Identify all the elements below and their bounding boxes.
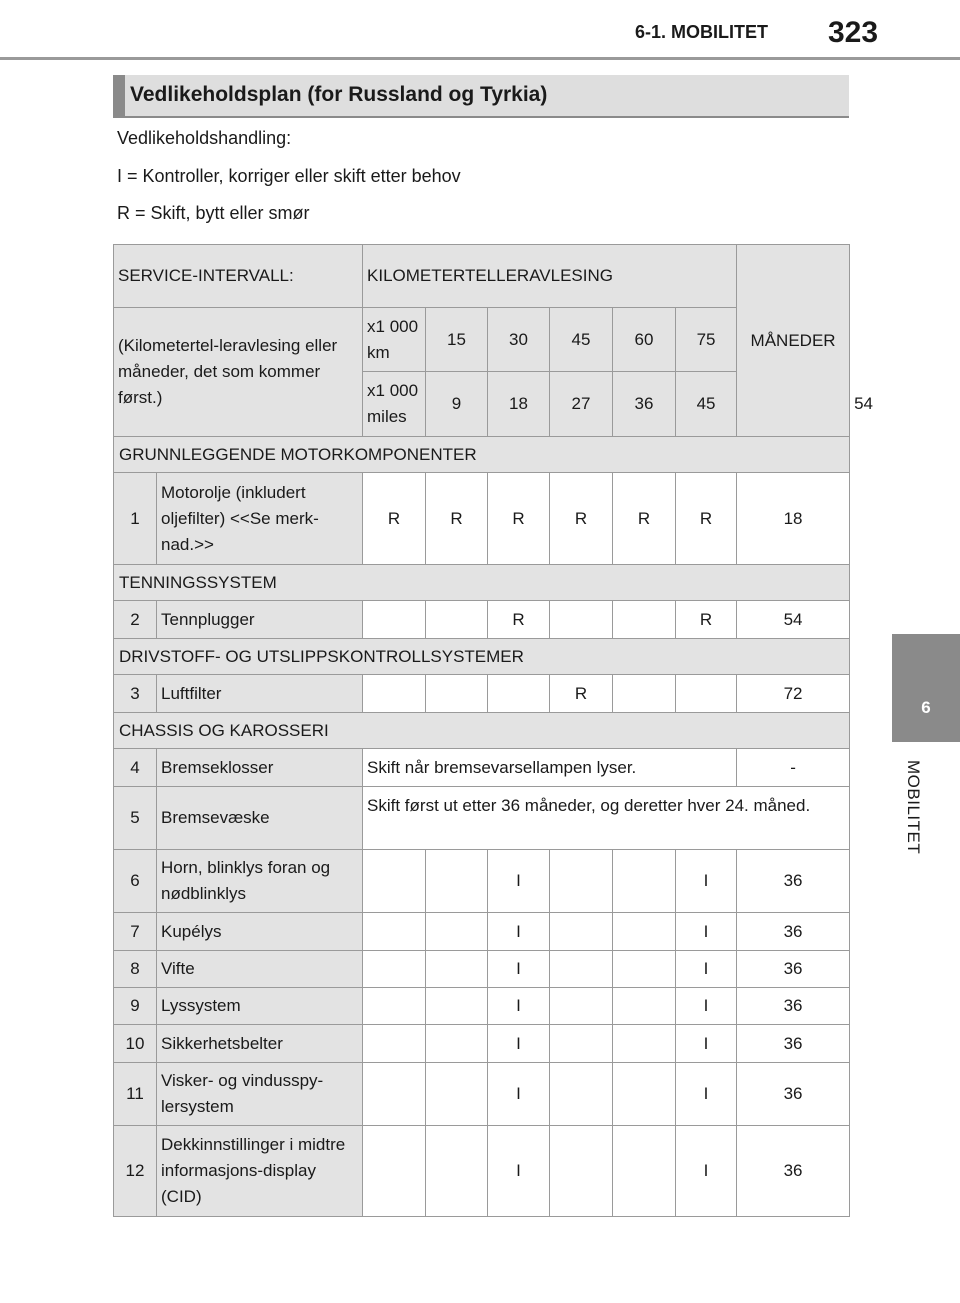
schedule-cell: [676, 675, 737, 713]
maintenance-schedule-table: SERVICE-INTERVALL: KILOMETERTELLERAVLESING MÅNEDER (Kilometertel-leravlesing eller måneder, det som kommer først.) x1 000 km 15 30 45 60 75 x1 000 miles 9 18 27 36 45 54 GRUNNLEGGENDE MOTORKOMPONENTER 1 Motorolje (inkludert oljefilter) <<Se merk-nad.>> R R R R R R 18 TENNINGSSYSTEM 2 Tennplugger R R 54 DRIVSTOFF- OG UTSLIPPSKONTROLLSYSTEMER 3 Luftfilter R 72 CHASSIS OG KAROSSERI 4 Bremseklosser Skift når bremsevarsellampen lyser. - 5 Bremsevæske Skift først ut etter 36 måneder, og deretter hver 24. måned. 6 Horn, blinklys foran og nødblinklys I I 36 7 Kupélys I I 36 8 Vifte I I 36 9 Lyssystem I I 36 10 Sikkerhetsbelter I I 36 11 Visker- og vindusspy-lersystem I I 36 12 Dekkinnstillinger i midtre informasjons-display (CID) I I 36: [113, 244, 850, 1217]
schedule-cell: [363, 951, 426, 988]
schedule-cell: R: [426, 473, 488, 565]
header-section-title: 6-1. MOBILITET: [635, 22, 769, 42]
months-cell: 36: [737, 951, 850, 988]
miles-value: 45: [676, 372, 737, 437]
months-cell: -: [737, 749, 850, 787]
schedule-cell: [613, 1063, 676, 1126]
schedule-cell: [613, 1025, 676, 1063]
odometer-header: KILOMETERTELLERAVLESING: [363, 245, 737, 308]
schedule-cell: I: [676, 1025, 737, 1063]
row-instruction: Skift når bremsevarsellampen lyser.: [363, 749, 737, 787]
miles-value: 18: [488, 372, 550, 437]
km-value: 45: [550, 308, 613, 372]
months-cell: 54: [737, 601, 850, 639]
schedule-cell: I: [488, 1063, 550, 1126]
schedule-cell: [613, 675, 676, 713]
schedule-cell: [426, 951, 488, 988]
schedule-cell: [426, 850, 488, 913]
schedule-cell: [426, 1126, 488, 1217]
interval-note: (Kilometertel-leravlesing eller måneder, det som kommer først.): [114, 308, 363, 437]
row-item: Sikkerhetsbelter: [157, 1025, 363, 1063]
schedule-cell: [613, 913, 676, 951]
row-number: 7: [114, 913, 157, 951]
months-cell: 36: [737, 913, 850, 951]
schedule-cell: [550, 1063, 613, 1126]
schedule-cell: I: [488, 850, 550, 913]
schedule-cell: [613, 601, 676, 639]
intro-legend-i: I = Kontroller, korriger eller skift etter behov: [117, 166, 461, 186]
schedule-cell: R: [488, 473, 550, 565]
months-cell: 36: [737, 1063, 850, 1126]
schedule-cell: [363, 913, 426, 951]
chapter-tab-label-box: [897, 760, 927, 890]
row-number: 10: [114, 1025, 157, 1063]
miles-value: 9: [426, 372, 488, 437]
schedule-cell: [426, 1063, 488, 1126]
title-accent-bar: [113, 75, 125, 116]
row-item: Horn, blinklys foran og nødblinklys: [157, 850, 363, 913]
schedule-cell: R: [613, 473, 676, 565]
row-instruction: Skift først ut etter 36 måneder, og deretter hver 24. måned.: [363, 787, 850, 850]
schedule-cell: R: [488, 601, 550, 639]
schedule-cell: [488, 675, 550, 713]
schedule-cell: [363, 1025, 426, 1063]
km-value: 60: [613, 308, 676, 372]
page-number: 323: [828, 16, 879, 49]
row-number: 6: [114, 850, 157, 913]
schedule-cell: I: [676, 1126, 737, 1217]
row-number: 12: [114, 1126, 157, 1217]
months-cell: 36: [737, 988, 850, 1025]
schedule-cell: [550, 913, 613, 951]
schedule-cell: [363, 601, 426, 639]
row-item: Vifte: [157, 951, 363, 988]
miles-value: 27: [550, 372, 613, 437]
row-number: 8: [114, 951, 157, 988]
schedule-cell: R: [363, 473, 426, 565]
schedule-cell: I: [676, 951, 737, 988]
schedule-cell: I: [488, 988, 550, 1025]
row-number: 2: [114, 601, 157, 639]
schedule-cell: I: [488, 913, 550, 951]
chapter-tab-number: 6: [921, 698, 931, 717]
schedule-cell: [363, 988, 426, 1025]
schedule-cell: [550, 951, 613, 988]
section-header: DRIVSTOFF- OG UTSLIPPSKONTROLLSYSTEMER: [114, 639, 850, 675]
intro-legend-r: R = Skift, bytt eller smør: [117, 203, 310, 223]
row-number: 4: [114, 749, 157, 787]
intro-heading: Vedlikeholdshandling:: [117, 128, 292, 148]
row-number: 11: [114, 1063, 157, 1126]
schedule-cell: I: [676, 1063, 737, 1126]
months-cell: 18: [737, 473, 850, 565]
header-divider: [0, 57, 960, 60]
schedule-cell: [363, 1126, 426, 1217]
schedule-cell: I: [488, 1126, 550, 1217]
row-item: Bremseklosser: [157, 749, 363, 787]
km-value: 15: [426, 308, 488, 372]
months-header: MÅNEDER: [737, 245, 850, 437]
row-number: 9: [114, 988, 157, 1025]
schedule-cell: R: [550, 675, 613, 713]
section-header: GRUNNLEGGENDE MOTORKOMPONENTER: [114, 437, 850, 473]
schedule-cell: [363, 850, 426, 913]
schedule-cell: [550, 1126, 613, 1217]
section-title: Vedlikeholdsplan (for Russland og Tyrkia): [130, 83, 548, 106]
service-interval-label: SERVICE-INTERVALL:: [114, 245, 363, 308]
schedule-cell: [363, 1063, 426, 1126]
schedule-cell: [426, 913, 488, 951]
schedule-cell: R: [550, 473, 613, 565]
row-item: Tennplugger: [157, 601, 363, 639]
schedule-cell: [550, 601, 613, 639]
months-cell: 36: [737, 1025, 850, 1063]
months-cell: 36: [737, 1126, 850, 1217]
km-value: 75: [676, 308, 737, 372]
row-item: Bremsevæske: [157, 787, 363, 850]
schedule-cell: [426, 675, 488, 713]
row-item: Lyssystem: [157, 988, 363, 1025]
schedule-cell: [613, 951, 676, 988]
schedule-cell: I: [676, 988, 737, 1025]
section-header: TENNINGSSYSTEM: [114, 565, 850, 601]
schedule-cell: I: [488, 1025, 550, 1063]
schedule-cell: [550, 850, 613, 913]
row-item: Visker- og vindusspy-lersystem: [157, 1063, 363, 1126]
schedule-cell: [426, 988, 488, 1025]
km-unit: x1 000 km: [363, 308, 426, 372]
schedule-cell: [363, 675, 426, 713]
section-header: CHASSIS OG KAROSSERI: [114, 713, 850, 749]
schedule-cell: [613, 850, 676, 913]
row-number: 5: [114, 787, 157, 850]
schedule-cell: R: [676, 601, 737, 639]
schedule-cell: [550, 988, 613, 1025]
km-value: 30: [488, 308, 550, 372]
schedule-cell: [613, 988, 676, 1025]
schedule-cell: R: [676, 473, 737, 565]
chapter-tab: [892, 634, 960, 742]
schedule-cell: [426, 1025, 488, 1063]
chapter-tab-label: MOBILITET: [904, 760, 923, 855]
schedule-cell: I: [488, 951, 550, 988]
row-item: Dekkinnstillinger i midtre informasjons-display (CID): [157, 1126, 363, 1217]
row-number: 1: [114, 473, 157, 565]
row-item: Luftfilter: [157, 675, 363, 713]
months-cell: 36: [737, 850, 850, 913]
schedule-cell: [426, 601, 488, 639]
row-item: Motorolje (inkludert oljefilter) <<Se merk-nad.>>: [157, 473, 363, 565]
months-cell: 72: [737, 675, 850, 713]
miles-value: 36: [613, 372, 676, 437]
schedule-cell: I: [676, 913, 737, 951]
schedule-cell: [613, 1126, 676, 1217]
section-title-bar: [113, 75, 849, 118]
row-number: 3: [114, 675, 157, 713]
row-item: Kupélys: [157, 913, 363, 951]
schedule-cell: I: [676, 850, 737, 913]
miles-unit: x1 000 miles: [363, 372, 426, 437]
schedule-cell: [550, 1025, 613, 1063]
